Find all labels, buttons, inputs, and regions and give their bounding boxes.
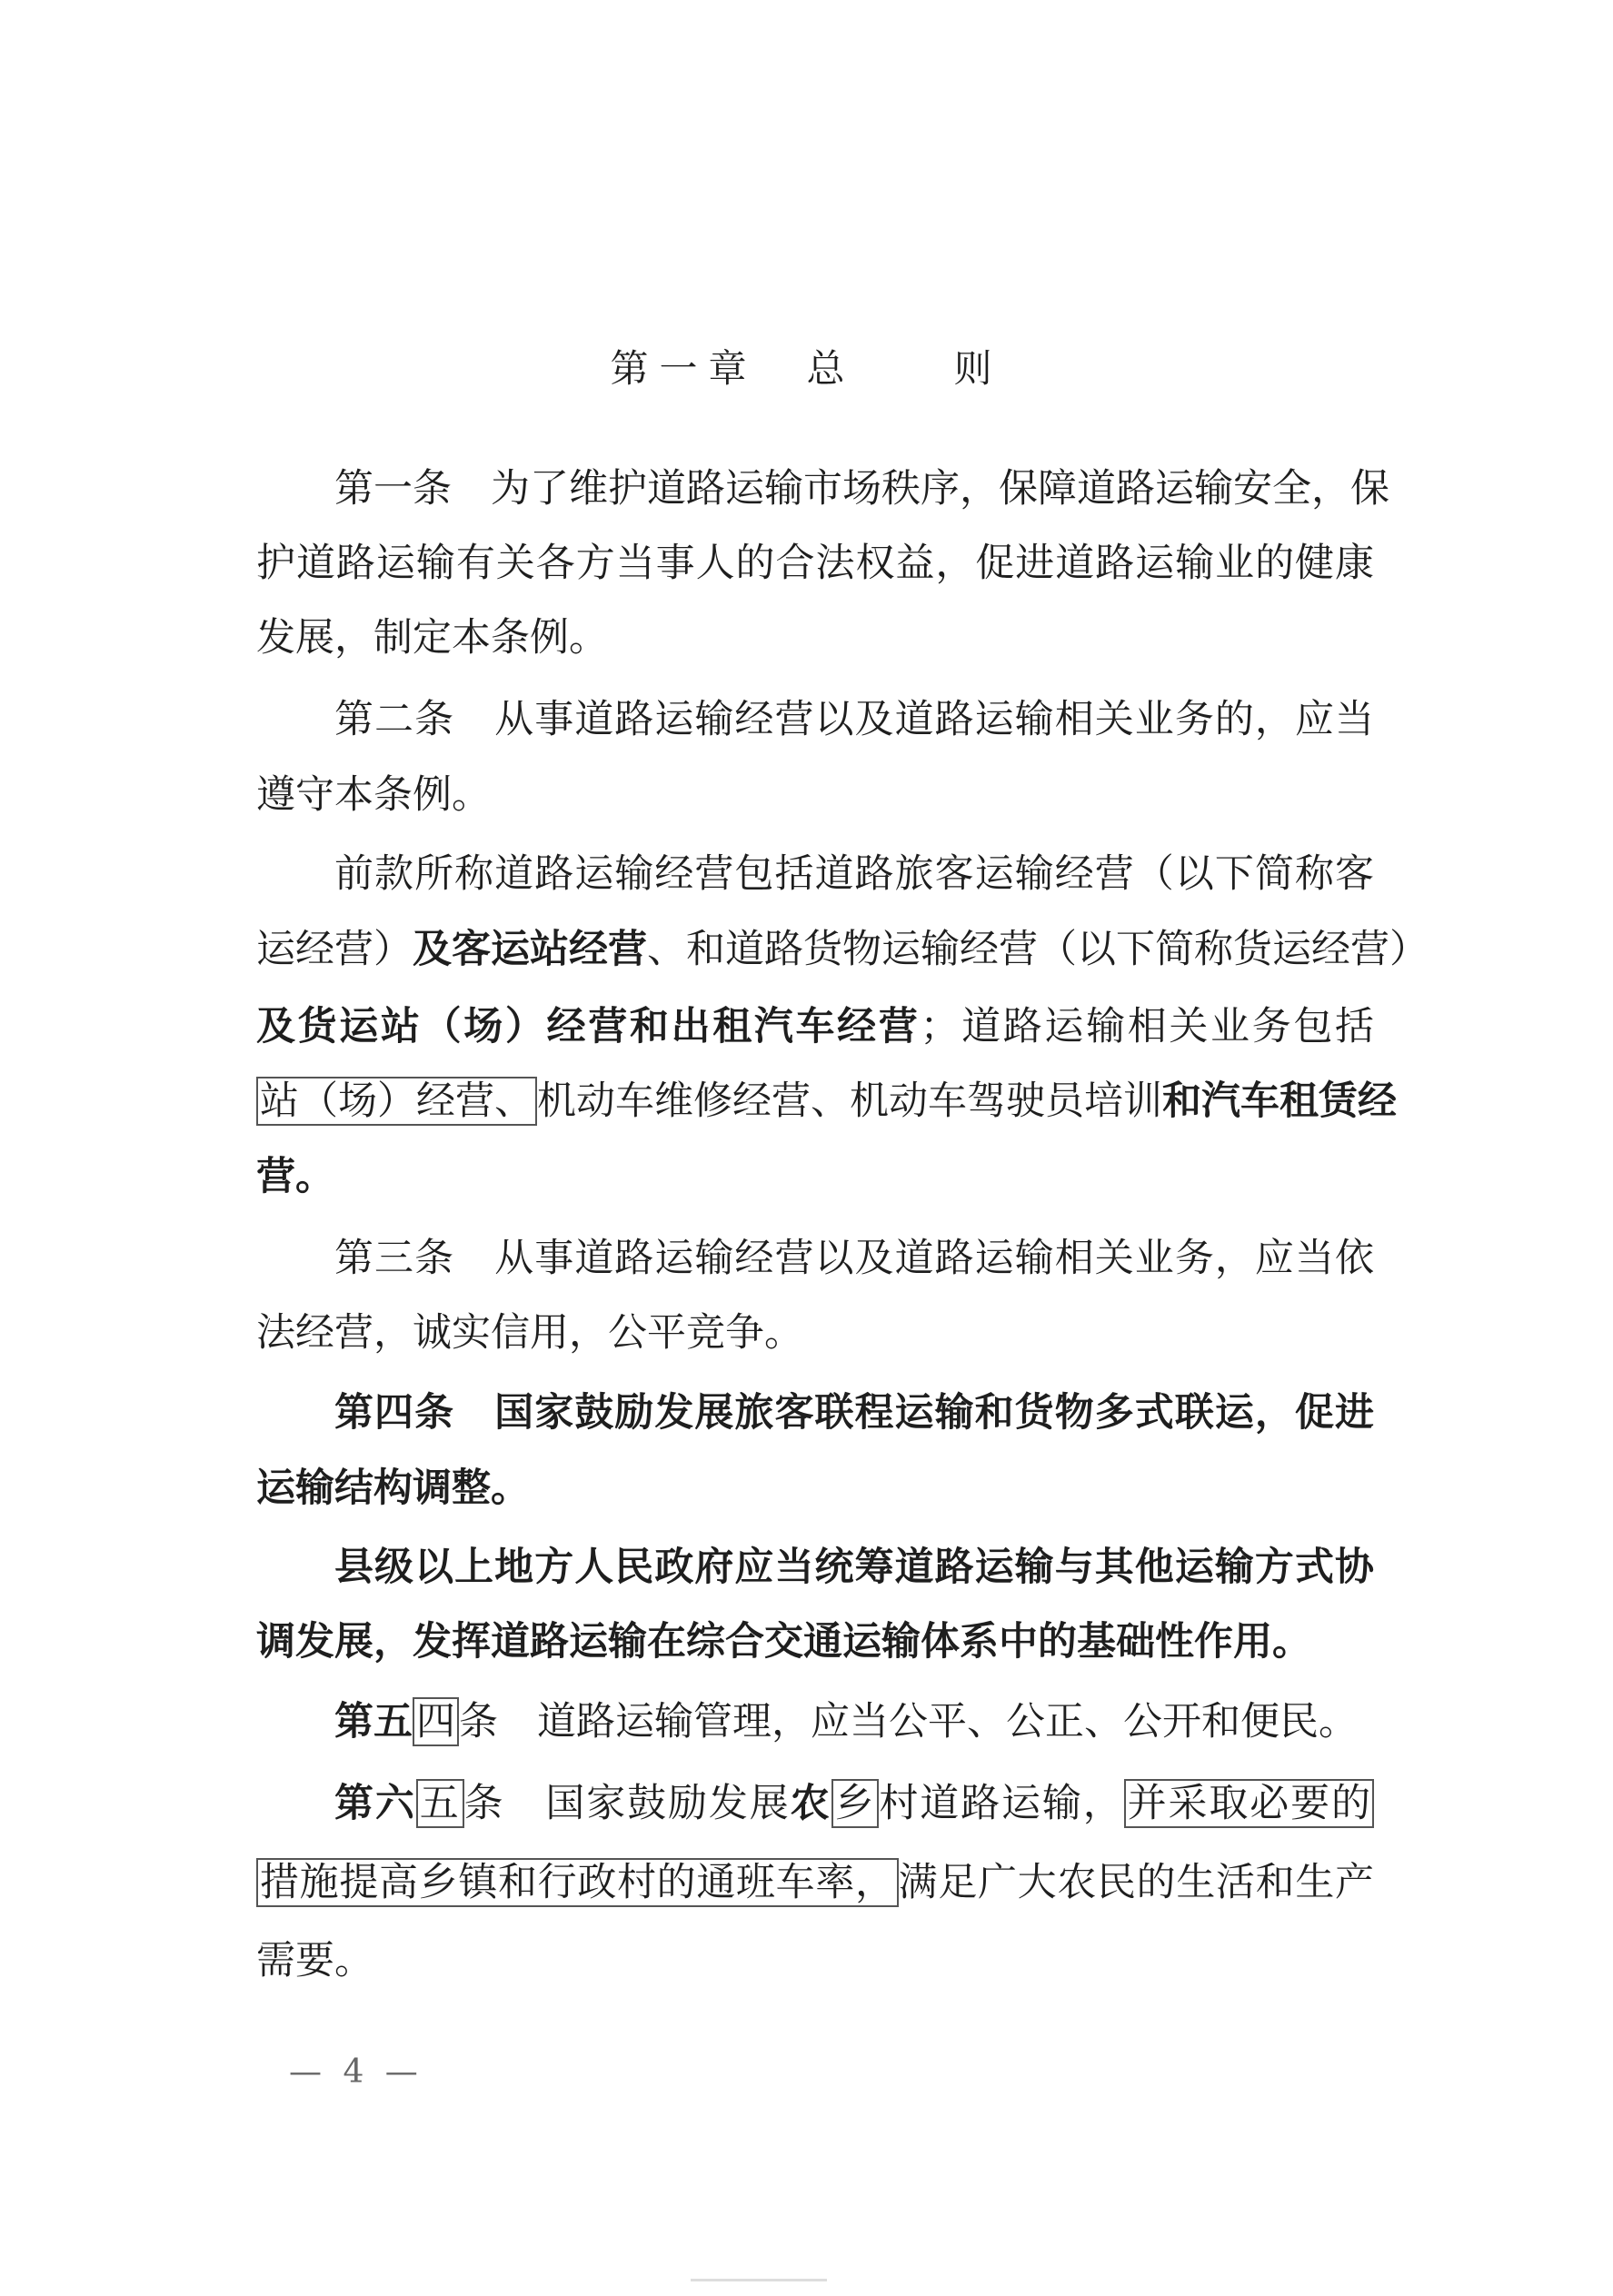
scan-artifact (691, 2279, 827, 2281)
article-1-line-3: 发展，制定本条例。 (256, 615, 608, 661)
boxed-deleted-text: 四 (413, 1697, 459, 1746)
text-segment: ；道路运输相关业务包括 (920, 1004, 1375, 1049)
boxed-deleted-text: 五 (416, 1779, 464, 1828)
text-segment: 、和道路货物运输经营（以下简称货运经营） (647, 927, 1429, 972)
inserted-bold-text: 第五 (334, 1699, 413, 1744)
text-segment: 运经营） (256, 927, 413, 972)
page-number: — 4 — (289, 2053, 423, 2091)
article-5-line (334, 1695, 1374, 1749)
text-segment: 条 国家鼓励发展 (463, 1781, 791, 1826)
text-segment: 村道路运输， (879, 1781, 1124, 1826)
article-2-line-1: 第二条 从事道路运输经营以及道路运输相关业务的，应当 (334, 697, 1374, 742)
text-segment: 满足广大农民的生活和生产 (898, 1860, 1375, 1905)
article-1-line-1: 第一条 为了维护道路运输市场秩序，保障道路运输安全，保 (334, 466, 1389, 512)
inserted-bold-text: 和汽车租赁经 (1162, 1078, 1397, 1124)
article-4-line-2: 运输结构调整。 (256, 1466, 530, 1511)
article-3-line-2: 法经营，诚实信用，公平竞争。 (256, 1310, 803, 1356)
article-2-line-2: 遵守本条例。 (256, 772, 491, 818)
article-2-para-2-line-1: 前款所称道路运输经营包括道路旅客运输经营（以下简称客 (334, 851, 1374, 897)
inserted-bold-text: 第六 (334, 1781, 416, 1826)
article-3-line-1: 第三条 从事道路运输经营以及道路运输相关业务，应当依 (334, 1236, 1374, 1281)
text-segment: 条 道路运输管理，应当公平、公正、公开和便民。 (459, 1699, 1358, 1744)
article-2-para-2-line-2 (256, 922, 1429, 977)
chapter-title: 第一章 总 则 (610, 346, 1003, 391)
article-6-line-2 (256, 1855, 1374, 1910)
article-6-line-1 (334, 1776, 1374, 1831)
inserted-bold-text: 农 (790, 1781, 831, 1826)
article-2-para-2-line-3 (256, 999, 1374, 1054)
boxed-deleted-text: 站（场）经营、 (256, 1077, 537, 1126)
article-2-para-2-line-4 (256, 1074, 1397, 1128)
article-2-para-2-line-5: 营。 (256, 1154, 334, 1199)
boxed-deleted-text: 措施提高乡镇和行政村的通班车率， (256, 1858, 899, 1907)
boxed-deleted-text: 并采取必要的 (1124, 1779, 1374, 1828)
article-4-para-2-line-2: 调发展，发挥道路运输在综合交通运输体系中的基础性作用。 (256, 1619, 1311, 1665)
inserted-bold-text: 及客运站经营 (413, 927, 647, 972)
text-segment: 机动车维修经营、机动车驾驶员培训 (537, 1078, 1162, 1124)
article-4-para-2-line-1: 县级以上地方人民政府应当统筹道路运输与其他运输方式协 (334, 1545, 1374, 1590)
article-6-line-3: 需要。 (256, 1938, 373, 1983)
article-4-line-1: 第四条 国家鼓励发展旅客联程运输和货物多式联运，促进 (334, 1390, 1374, 1436)
article-1-line-2: 护道路运输有关各方当事人的合法权益，促进道路运输业的健康 (256, 541, 1374, 586)
inserted-bold-text: 及货运站（场）经营和出租汽车经营 (256, 1004, 921, 1049)
boxed-deleted-text: 乡 (831, 1779, 880, 1828)
